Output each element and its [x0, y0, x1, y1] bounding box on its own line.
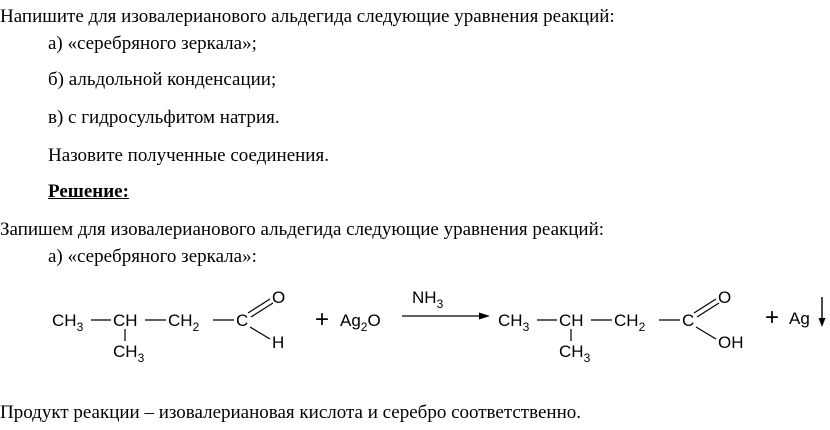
bond-line — [696, 327, 716, 339]
task-intro: Напишите для изовалерианового альдегида следующие уравнения реакций: — [0, 6, 615, 27]
condition-nh3-text: $NH_3$ — [412, 288, 444, 311]
reagent-ag2o-text: $Ag_2O$ — [340, 311, 381, 334]
solution-item-a: а) «серебряного зеркала»: — [48, 246, 257, 267]
reactant-ch2-text: $CH_2$ — [168, 311, 200, 334]
task-name-prompt: Назовите полученные соединения. — [48, 145, 329, 166]
product-o-text: O — [718, 288, 732, 307]
product-ch3-text: $CH_3$ — [498, 311, 530, 334]
reactant-ch-text: CH — [113, 311, 138, 330]
task-item-a: а) «серебряного зеркала»; — [48, 33, 257, 54]
reaction-arrow — [402, 288, 490, 320]
product-branch-ch3-text: $CH_3$ — [559, 342, 591, 365]
solution-intro: Запишем для изовалерианового альдегида следующие уравнения реакций: — [0, 219, 605, 240]
reactant-o-text: O — [272, 288, 286, 307]
product-ch2-text: $CH_2$ — [614, 311, 646, 334]
double-bond-line — [697, 303, 719, 317]
plus-sign-2: + — [765, 304, 780, 331]
reactant-isovaleraldehyde — [52, 288, 285, 365]
reactant-c-text: C — [236, 311, 249, 330]
bond-line — [250, 327, 270, 339]
double-bond-line — [694, 299, 716, 313]
arrow-head-icon — [479, 313, 490, 320]
reaction-scheme — [0, 275, 830, 375]
reactant-ch3-text: $CH_3$ — [52, 311, 84, 334]
product-oh-text: OH — [718, 333, 744, 352]
double-bond-line — [248, 299, 270, 313]
task-item-c: в) с гидросульфитом натрия. — [48, 107, 280, 128]
task-item-b: б) альдольной конденсации; — [48, 69, 277, 90]
product-ag-text: Ag — [789, 309, 810, 328]
product-ch-text: CH — [559, 311, 584, 330]
plus-sign: + — [315, 306, 330, 333]
product-c-text: C — [682, 311, 695, 330]
solution-conclusion: Продукт реакции – изовалериановая кислота и серебро соответственно. — [0, 402, 581, 423]
reactant-branch-ch3-text: $CH_3$ — [113, 342, 145, 365]
double-bond-line — [251, 303, 273, 317]
product-isovaleric-acid — [498, 288, 744, 365]
reactant-h-text: H — [272, 333, 285, 352]
solution-heading: Решение: — [48, 181, 129, 202]
down-arrow-icon — [819, 297, 826, 327]
